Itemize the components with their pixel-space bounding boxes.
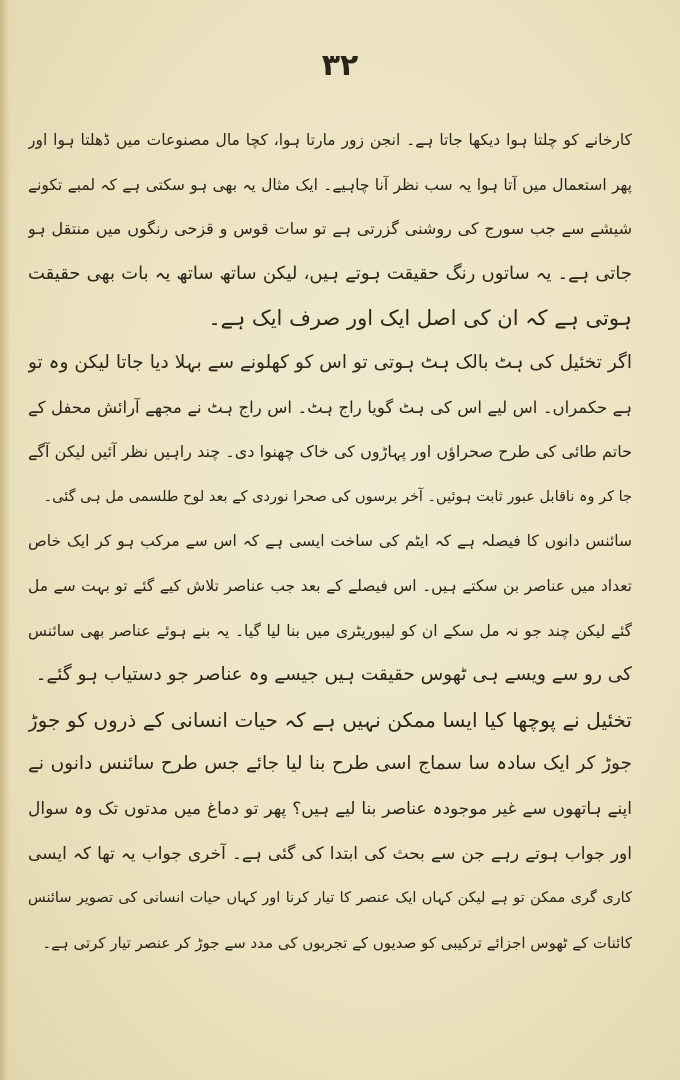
text-line: گئے لیکن چند جو نہ مل سکے ان کو لیبوریٹری میں بنا لیا گیا۔ یہ بنے ہوئے عناصر بھی سائنس	[28, 621, 632, 640]
text-line: شیشے سے جب سورج کی روشنی گزرتی ہے تو سات قوس و قزحی رنگوں میں منتقل ہو	[28, 219, 632, 239]
paragraph-end-line: جا کر وہ ناقابل عبور ثابت ہوئیں۔ آخر برسوں کی صحرا نوردی کے بعد لوح طلسمی مل ہی گئی۔	[43, 488, 632, 505]
paragraph-end-line: کی رو سے ویسے ہی ٹھوس حقیقت ہیں جیسے وہ عناصر جو دستیاب ہو گئے۔	[35, 664, 632, 686]
text-line: کارخانے کو چلتا ہوا دیکھا جاتا ہے۔ انجن زور مارتا ہوا، کچا مال مصنوعات میں ڈھلتا ہوا اور	[28, 131, 632, 149]
page-binding-edge	[0, 0, 9, 1080]
text-line: تخئیل نے پوچھا کیا ایسا ممکن نہیں ہے کہ حیات انسانی کے ذروں کو جوڑ	[28, 707, 632, 732]
text-line: کاری گری ممکن تو ہے لیکن کہاں ایک عنصر کا تیار کرنا اور کہاں حیات انسانی کی تصویر سائنس	[28, 890, 632, 907]
text-line: تعداد میں عناصر بن سکتے ہیں۔ اس فیصلے کے بعد جب عناصر تلاش کیے گئے تو بہت سے مل	[28, 576, 632, 595]
paragraph-end-line: کائنات کے ٹھوس اجزائے ترکیبی کو صدیوں کے تجربوں کی مدد سے جوڑ کر عنصر تیار کرتی ہے۔	[42, 933, 632, 952]
text-line: اور جواب ہوتے رہے جن سے بحث کی ابتدا کی گئی ہے۔ آخری جواب یہ تھا کہ ایسی	[28, 843, 632, 864]
paragraph-end-line: ہوتی ہے کہ ان کی اصل ایک اور صرف ایک ہے۔	[208, 306, 632, 331]
text-line: اگر تخئیل کی ہٹ بالک ہٹ ہوتی تو اس کو کھلونے سے بہلا دیا جاتا لیکن وہ تو	[28, 351, 632, 373]
text-line: جاتی ہے۔ یہ ساتوں رنگ حقیقت ہوتے ہیں، لیکن ساتھ ساتھ یہ بات بھی حقیقت	[28, 262, 632, 284]
text-line: ہے حکمراں۔ اس لیے اس کی ہٹ گویا راج ہٹ۔ اس راج ہٹ نے مجھے آرائش محفل کے	[28, 397, 632, 417]
text-line: جوڑ کر ایک سادہ سا سماج اسی طرح بنا لیا جائے جس طرح سائنس دانوں نے	[28, 753, 632, 775]
text-line: پھر استعمال میں آتا ہوا یہ سب نظر آنا چاہیے۔ ایک مثال یہ بھی ہو سکتی ہے کہ لمبے تکونے	[28, 175, 632, 194]
text-line: سائنس دانوں کا فیصلہ ہے کہ ایٹم کی ساخت ایسی ہے کہ اس سے مرکب ہو کر ایک خاص	[28, 532, 632, 551]
page-number: ۳۲	[321, 48, 359, 83]
page-body-text	[28, 118, 632, 965]
text-line: اپنے ہاتھوں سے غیر موجودہ عناصر بنا لیے ہیں؟ پھر تو دماغ میں مدتوں تک وہ سوال	[28, 798, 632, 819]
text-line: حاتم طائی کی طرح صحراؤں اور پہاڑوں کی خاک چھنوا دی۔ چند راہیں نظر آئیں لیکن آگے	[28, 442, 632, 462]
